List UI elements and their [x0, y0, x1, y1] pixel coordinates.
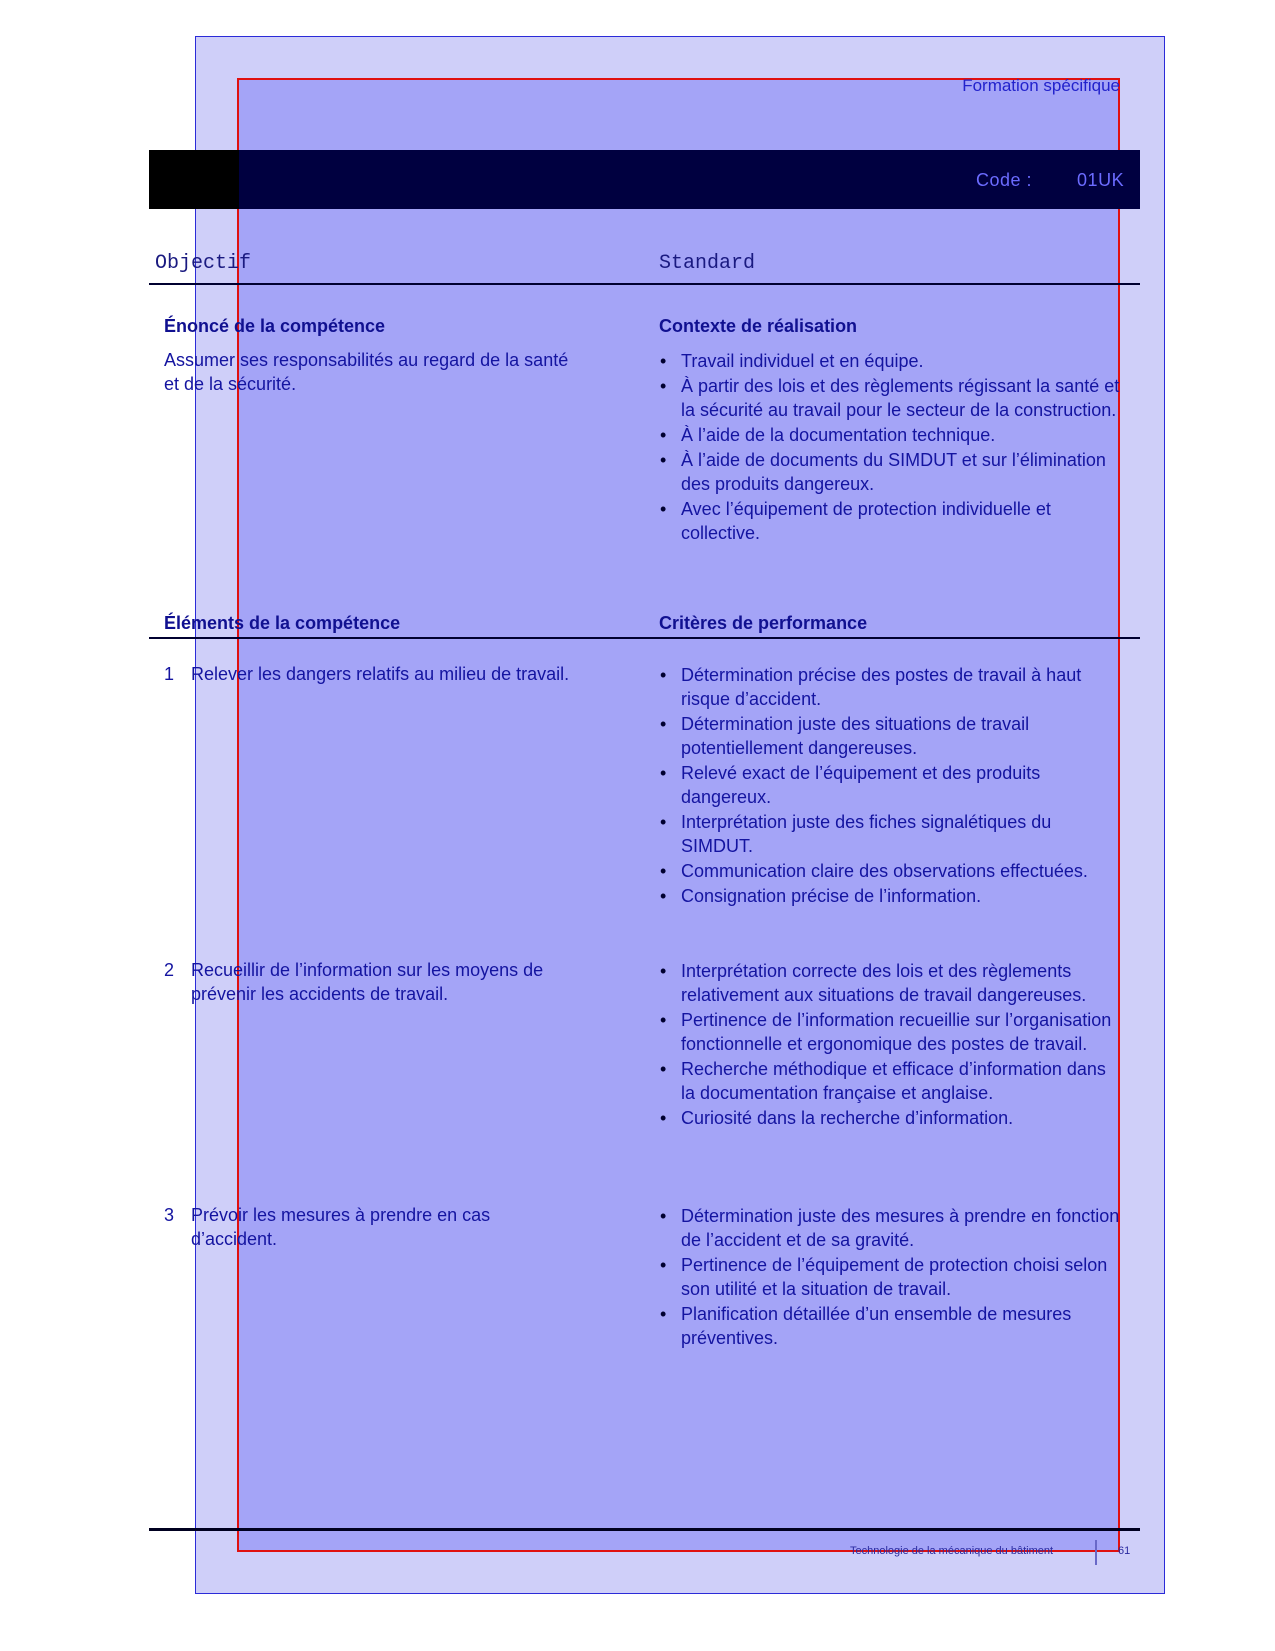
bullet-item: • Relevé exact de l’équipement et des produits dangereux.: [657, 761, 1122, 809]
code-label-text: Code :: [976, 170, 1033, 190]
bullet-item: • Avec l’équipement de protection individuelle et collective.: [657, 497, 1122, 545]
bullet-item: • À l’aide de documents du SIMDUT et sur l’élimination des produits dangereux.: [657, 448, 1122, 496]
footer-rule: [149, 1528, 1140, 1531]
page-number: 61: [1118, 1545, 1131, 1557]
element-row-1: [164, 662, 644, 686]
element-number: 2: [164, 960, 175, 980]
criteria-list-3: [657, 1204, 1122, 1351]
code-value: 01UK: [1077, 170, 1125, 190]
elements-heading: Éléments de la compétence: [164, 613, 401, 633]
bullet-item: • Recherche méthodique et efficace d’information dans la documentation française et anglaise.: [657, 1057, 1122, 1105]
code-label: [976, 170, 1124, 191]
element-row-3: [164, 1203, 574, 1251]
bullet-item: • Pertinence de l’information recueillie sur l’organisation fonctionnelle et ergonomique des postes de travail.: [657, 1008, 1122, 1056]
objective-rule: [149, 283, 1140, 285]
code-bar-left-block: [149, 150, 239, 209]
bullet-item: • Détermination précise des postes de travail à haut risque d’accident.: [657, 663, 1122, 711]
footer-text: Technologie de la mécanique du bâtiment: [850, 1545, 1054, 1557]
bullet-item: • Planification détaillée d’un ensemble de mesures préventives.: [657, 1302, 1122, 1350]
criteria-heading: Critères de performance: [659, 613, 868, 633]
context-heading: Contexte de réalisation: [659, 316, 858, 336]
bullet-item: • Pertinence de l’équipement de protection choisi selon son utilité et la situation de travail.: [657, 1253, 1122, 1301]
criteria-list-2: [657, 959, 1122, 1131]
bullet-item: • Détermination juste des situations de travail potentiellement dangereuses.: [657, 712, 1122, 760]
bullet-item: • Travail individuel et en équipe.: [657, 349, 1122, 373]
criteria-list-1: [657, 663, 1122, 909]
element-text: Prévoir les mesures à prendre en cas d’accident.: [191, 1205, 491, 1249]
elements-rule: [149, 637, 1140, 639]
objective-heading: Objectif: [155, 252, 252, 275]
bullet-item: • Interprétation correcte des lois et des règlements relativement aux situations de travail dangereuses.: [657, 959, 1122, 1007]
footer-separator: [1095, 1540, 1097, 1565]
bullet-item: • Détermination juste des mesures à prendre en fonction de l’accident et de sa gravité.: [657, 1204, 1122, 1252]
context-list: [657, 349, 1122, 546]
bullet-item: • À l’aide de la documentation technique.: [657, 423, 1122, 447]
competence-text-line2: et de la sécurité.: [164, 374, 297, 394]
bullet-item: • Communication claire des observations effectuées.: [657, 859, 1122, 883]
bullet-item: • Curiosité dans la recherche d’information.: [657, 1106, 1122, 1130]
element-row-2: [164, 958, 604, 1006]
element-number: 1: [164, 664, 175, 684]
competence-heading: Énoncé de la compétence: [164, 316, 386, 336]
page-header-title: Formation spécifique: [962, 76, 1120, 95]
bullet-item: • À partir des lois et des règlements régissant la santé et la sécurité au travail pour le secteur de la construction.: [657, 374, 1122, 422]
standard-heading: Standard: [659, 252, 756, 275]
element-text: Recueillir de l’information sur les moyens de prévenir les accidents de travail.: [191, 960, 544, 1004]
competence-text-line1: Assumer ses responsabilités au regard de la santé: [164, 350, 569, 370]
element-number: 3: [164, 1205, 175, 1225]
bullet-item: • Interprétation juste des fiches signalétiques du SIMDUT.: [657, 810, 1122, 858]
bullet-item: • Consignation précise de l’information.: [657, 884, 1122, 908]
element-text: Relever les dangers relatifs au milieu de travail.: [191, 664, 570, 684]
